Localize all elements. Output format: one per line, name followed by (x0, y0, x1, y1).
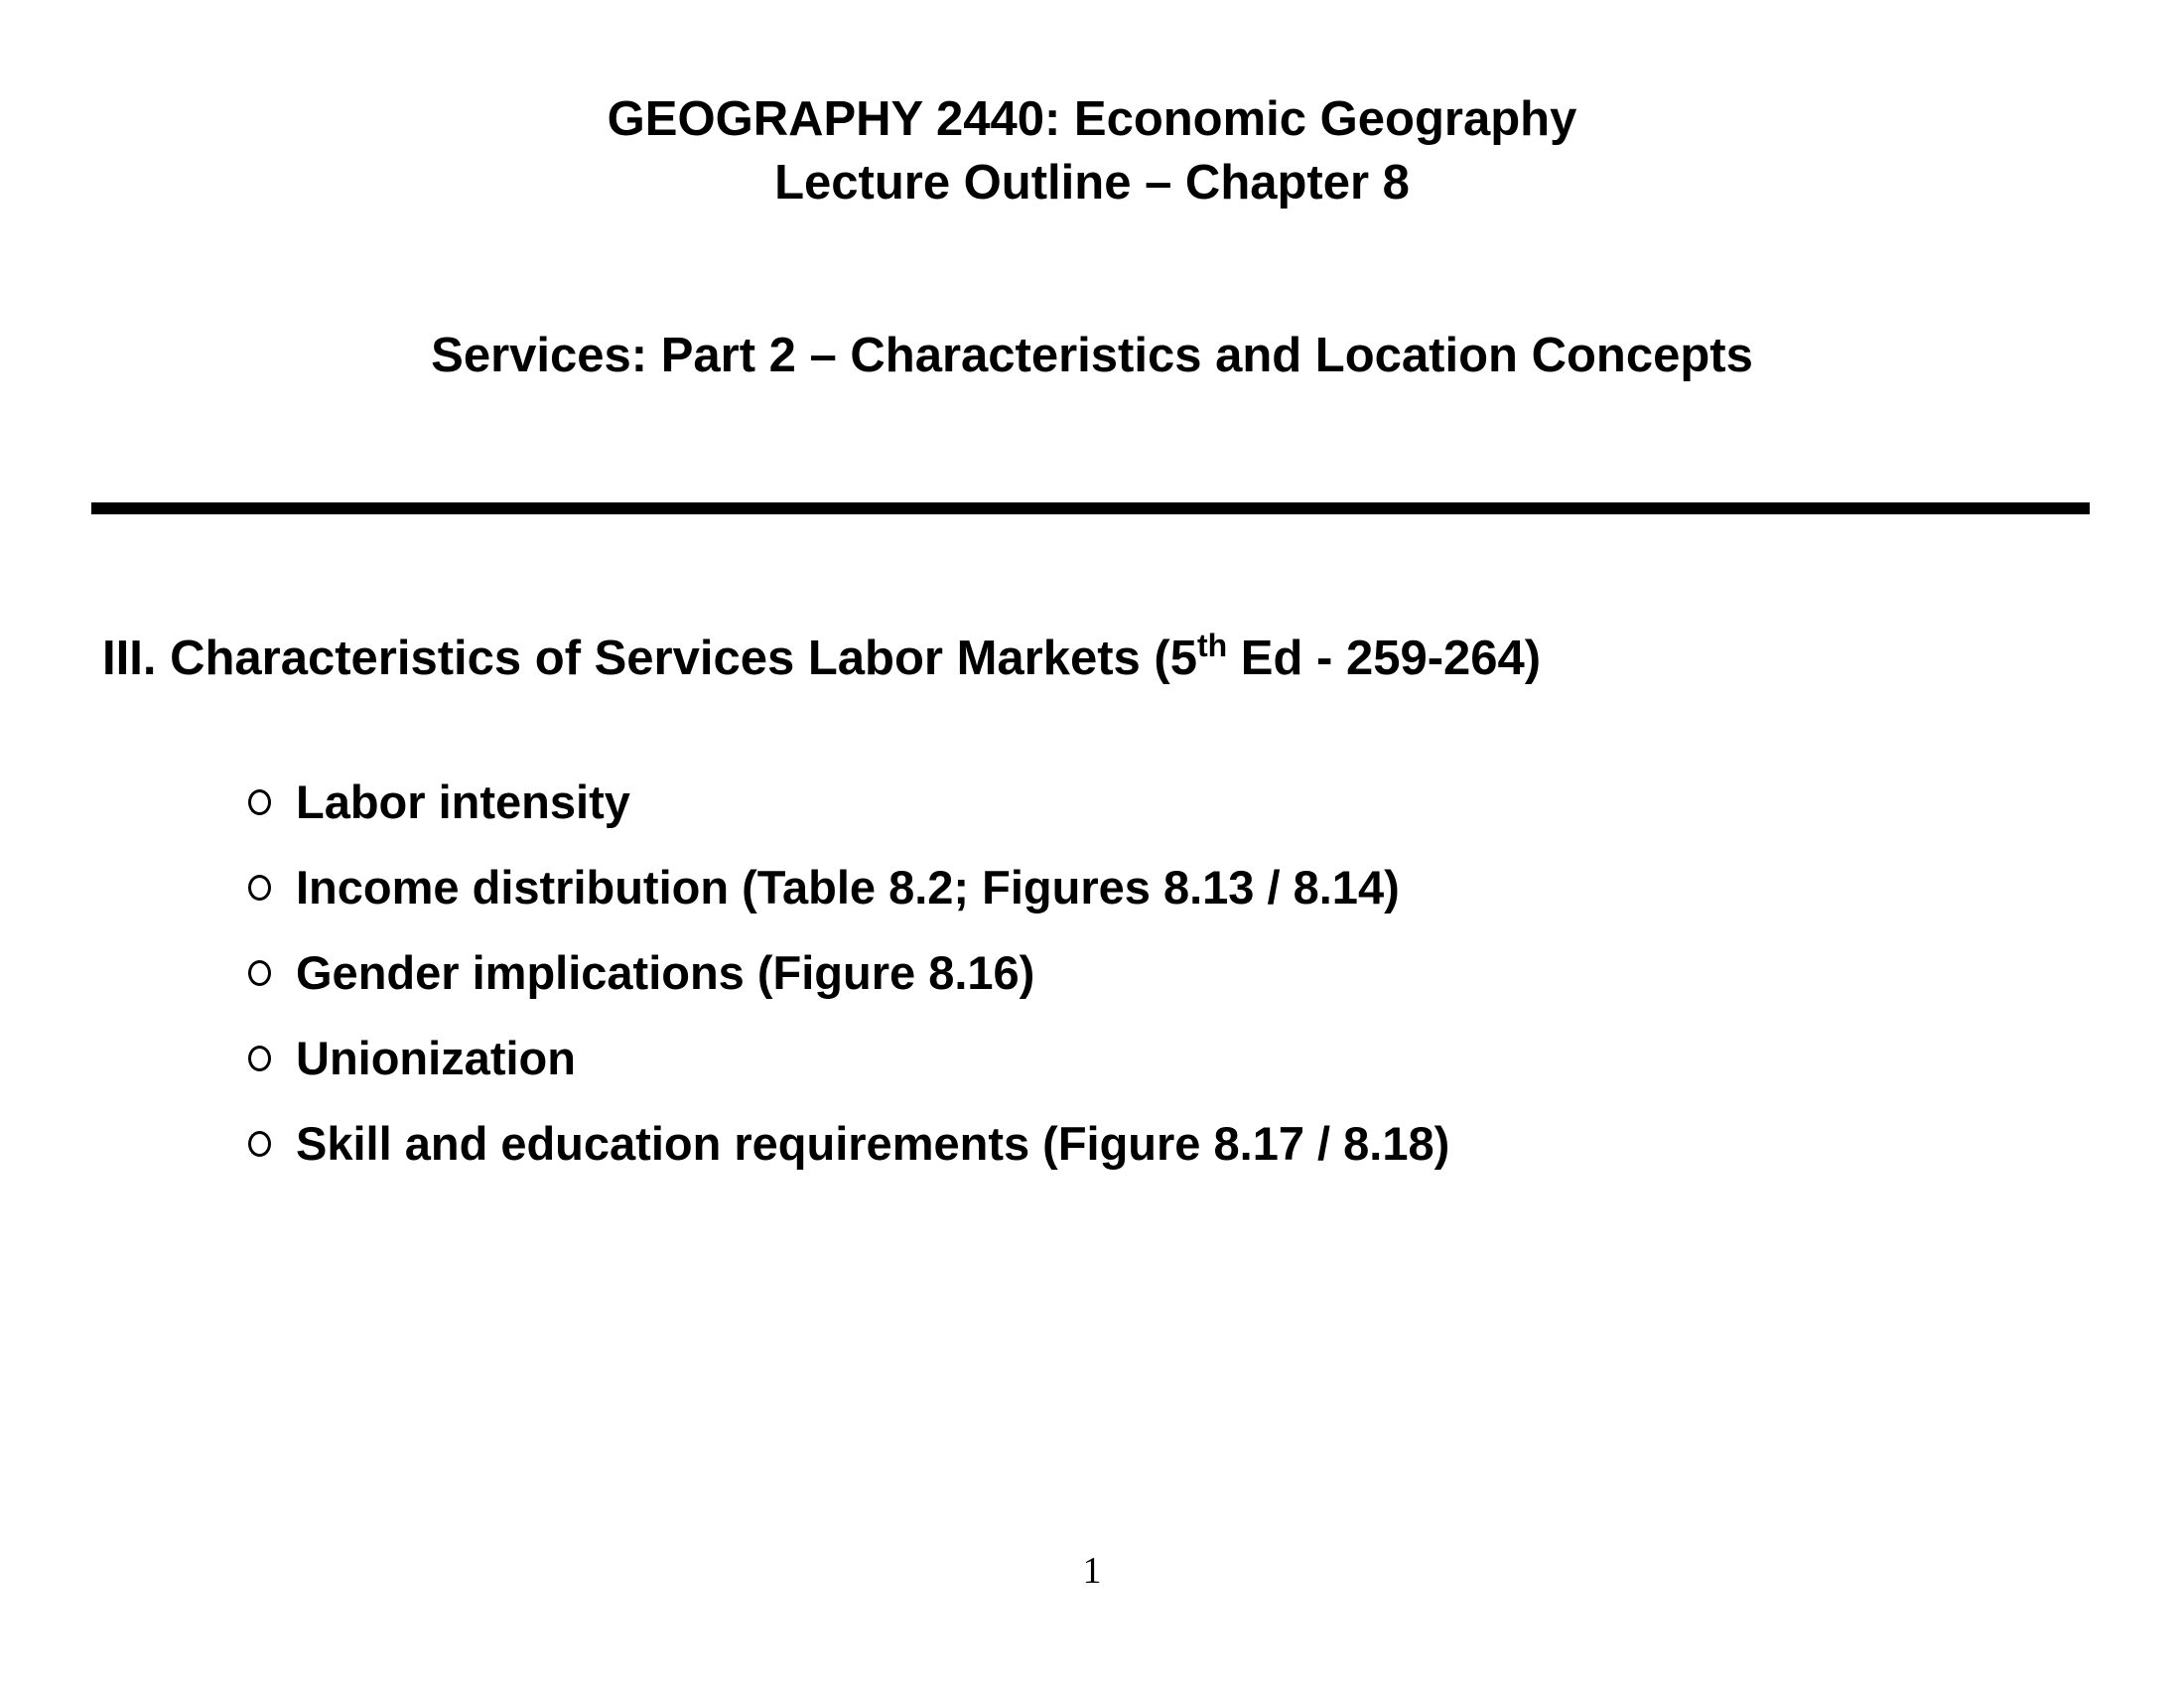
list-item (248, 856, 1449, 919)
section-heading-suffix: Ed - 259-264) (1227, 632, 1542, 685)
bullet-text: Gender implications (Figure 8.16) (296, 946, 1035, 999)
list-item (248, 771, 1449, 834)
circle-outline-bullet-icon (248, 1131, 271, 1157)
page-number: 1 (1082, 1550, 1102, 1592)
circle-outline-bullet-icon (248, 1046, 271, 1071)
circle-outline-bullet-icon (248, 789, 271, 815)
ordinal-superscript: th (1196, 628, 1228, 663)
list-item (248, 1027, 1449, 1090)
list-item (248, 1112, 1449, 1176)
bullet-list (248, 771, 1449, 1197)
horizontal-rule (91, 502, 2090, 514)
section-heading-text: III. Characteristics of Services Labor Markets (5 (102, 632, 1197, 685)
bullet-text: Unionization (296, 1032, 576, 1084)
list-item (248, 941, 1449, 1005)
lecture-outline-title: Lecture Outline – Chapter 8 (774, 156, 1410, 210)
bullet-text: Labor intensity (296, 775, 630, 828)
section-heading (102, 627, 1541, 690)
circle-outline-bullet-icon (248, 960, 271, 986)
lecture-subtitle: Services: Part 2 – Characteristics and Location Concepts (431, 329, 1753, 382)
course-title: GEOGRAPHY 2440: Economic Geography (607, 92, 1577, 146)
bullet-text: Skill and education requirements (Figure 8.17 / 8.18) (296, 1117, 1450, 1170)
document-header (0, 87, 2184, 214)
bullet-text: Income distribution (Table 8.2; Figures 8.13 / 8.14) (296, 861, 1400, 914)
circle-outline-bullet-icon (248, 875, 271, 901)
